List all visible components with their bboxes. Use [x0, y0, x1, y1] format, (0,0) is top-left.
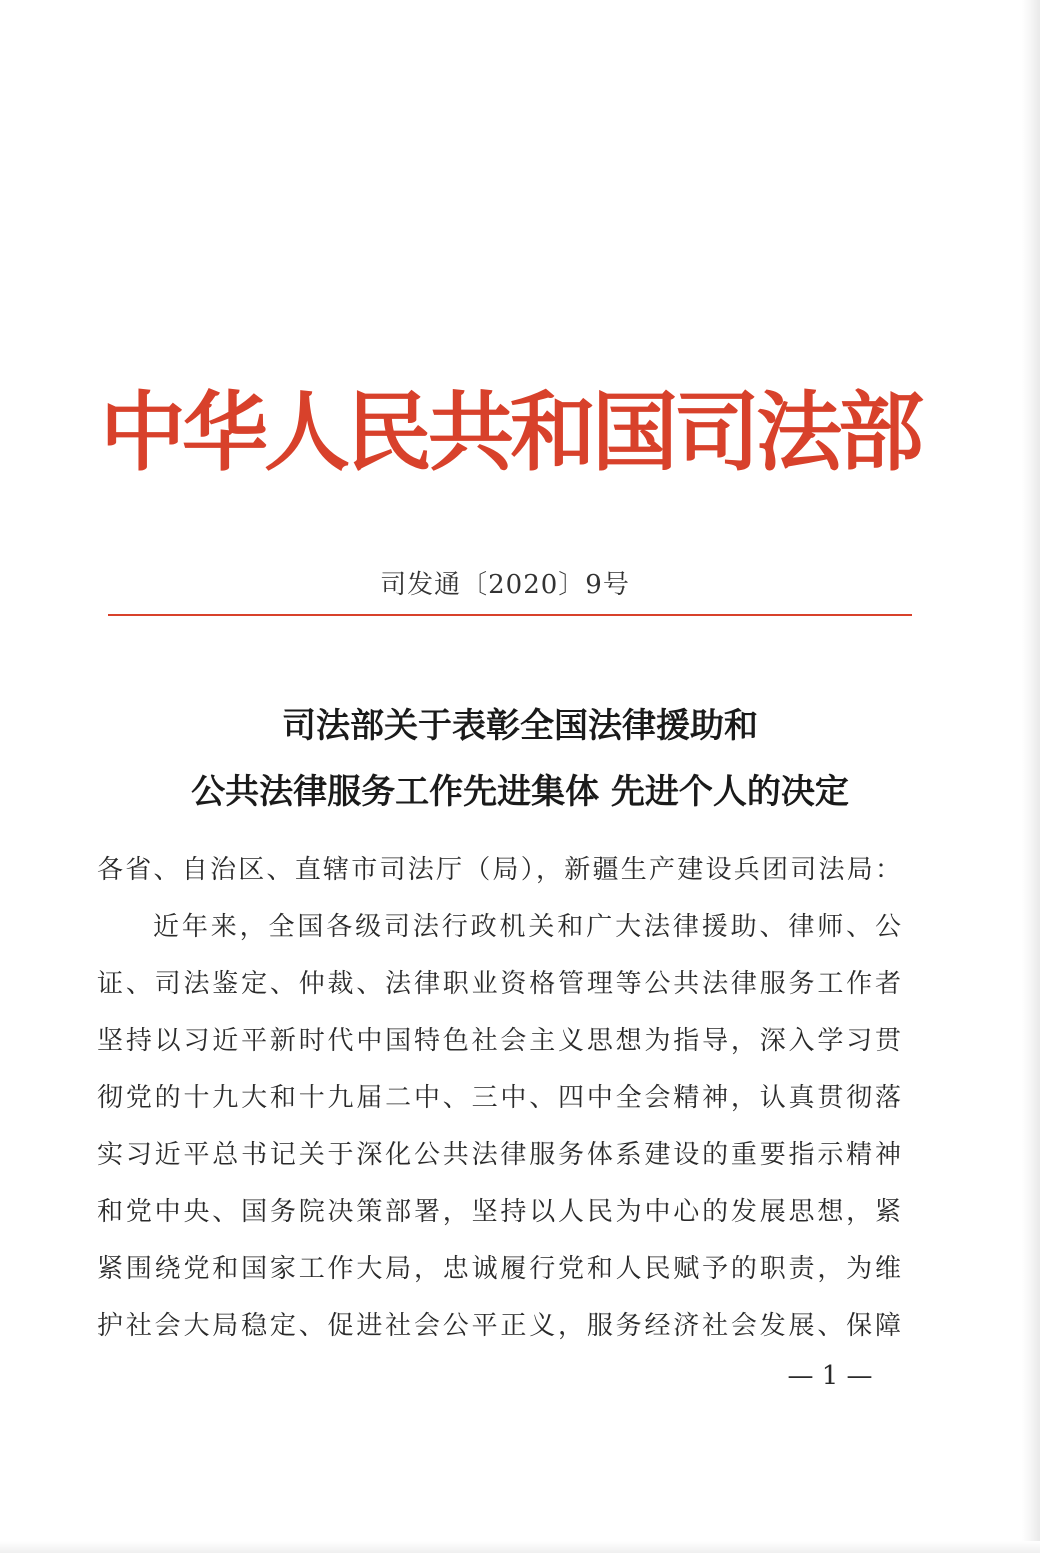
document-title-line-1: 司法部关于表彰全国法律援助和	[282, 706, 758, 746]
body-line-8: 护社会大局稳定、促进社会公平正义，服务经济社会发展、保障	[97, 1311, 901, 1341]
addressee-line: 各省、自治区、直辖市司法厅（局），新疆生产建设兵团司法局：	[97, 855, 901, 885]
body-line-4: 彻党的十九大和十九届二中、三中、四中全会精神，认真贯彻落	[97, 1083, 901, 1113]
document-title-line-2: 公共法律服务工作先进集体 先进个人的决定	[191, 772, 849, 812]
document-number: 司发通〔2020〕9号	[380, 570, 630, 600]
body-line-2: 证、司法鉴定、仲裁、法律职业资格管理等公共法律服务工作者	[97, 969, 901, 999]
red-separator-line	[108, 614, 912, 616]
page-edge-shadow	[1022, 0, 1040, 1553]
body-line-5: 实习近平总书记关于深化公共法律服务体系建设的重要指示精神	[97, 1140, 901, 1170]
page-bottom-shadow	[0, 1541, 1040, 1553]
masthead-title: 中华人民共和国司法部	[100, 383, 920, 483]
page-number: — 1 —	[787, 1361, 873, 1391]
body-line-3: 坚持以习近平新时代中国特色社会主义思想为指导，深入学习贯	[97, 1026, 901, 1056]
body-line-6: 和党中央、国务院决策部署，坚持以人民为中心的发展思想，紧	[97, 1197, 901, 1227]
body-line-1: 近年来，全国各级司法行政机关和广大法律援助、律师、公	[153, 912, 901, 942]
body-line-7: 紧围绕党和国家工作大局，忠诚履行党和人民赋予的职责，为维	[97, 1254, 901, 1284]
